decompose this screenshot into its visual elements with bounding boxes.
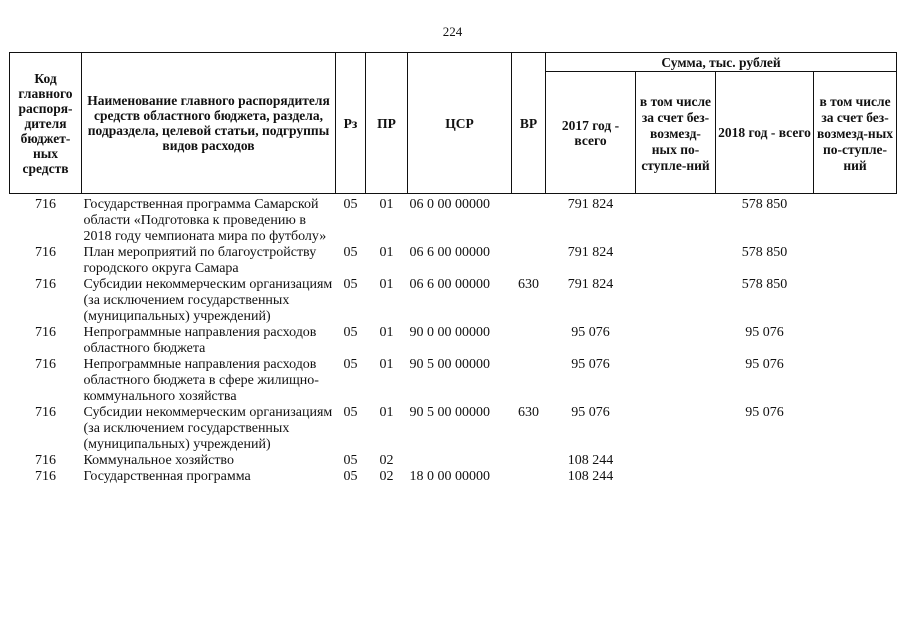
- cell-vr: [512, 194, 546, 246]
- cell-name: Непрограммные направления расходов областного бюджета: [83, 325, 317, 356]
- cell-csr: 06 6 00 00000: [409, 277, 490, 292]
- cell-code: 716: [35, 245, 56, 260]
- table-row: [10, 453, 897, 469]
- cell-2017-total: 108 244: [567, 469, 614, 484]
- cell-name: Субсидии некоммерческим организациям (за исключением государственных (муниципальных) учреждений): [83, 277, 333, 324]
- cell-2018-total: 95 076: [745, 405, 784, 420]
- cell-csr: 06 6 00 00000: [409, 245, 490, 260]
- cell-pr: 01: [379, 277, 394, 292]
- cell-code: 716: [35, 453, 56, 468]
- header-sum: Сумма, тыс. рублей: [546, 53, 897, 72]
- cell-vr: 630: [518, 405, 539, 420]
- cell-vr: [512, 469, 546, 485]
- cell-name: Непрограммные направления расходов областного бюджета в сфере жилищно-коммунального хозяйства: [83, 357, 319, 404]
- cell-pr: 01: [379, 197, 394, 212]
- cell-name: План мероприятий по благоустройству городского округа Самара: [83, 245, 317, 276]
- cell-code: 716: [35, 357, 56, 372]
- cell-2017-grants: [636, 357, 716, 405]
- cell-rz: 05: [343, 469, 358, 484]
- cell-vr: [512, 325, 546, 357]
- cell-csr: [408, 453, 512, 469]
- cell-2018-grants: [814, 245, 897, 277]
- cell-code: 716: [35, 277, 56, 292]
- cell-csr: 90 0 00 00000: [409, 325, 490, 340]
- page-number: 224: [442, 24, 463, 39]
- cell-2017-total: 791 824: [567, 245, 614, 260]
- cell-pr: 01: [379, 325, 394, 340]
- cell-2018-grants: [814, 277, 897, 325]
- cell-2018-grants: [814, 469, 897, 485]
- cell-code: 716: [35, 469, 56, 484]
- cell-rz: 05: [343, 325, 358, 340]
- cell-name: Коммунальное хозяйство: [83, 453, 234, 468]
- cell-2018-grants: [814, 194, 897, 246]
- budget-table: [9, 52, 897, 485]
- cell-rz: 05: [343, 405, 358, 420]
- cell-2017-grants: [636, 469, 716, 485]
- cell-2017-total: 95 076: [571, 325, 610, 340]
- header-pr: ПР: [366, 53, 408, 194]
- header-2018-total: 2018 год - всего: [716, 72, 814, 194]
- cell-2017-grants: [636, 245, 716, 277]
- table-row: [10, 405, 897, 453]
- cell-csr: 18 0 00 00000: [409, 469, 490, 484]
- cell-2017-total: 791 824: [567, 197, 614, 212]
- cell-pr: 01: [379, 245, 394, 260]
- cell-2018-total: 578 850: [741, 197, 788, 212]
- cell-2018-total: 578 850: [741, 277, 788, 292]
- cell-pr: 01: [379, 405, 394, 420]
- cell-2018-grants: [814, 405, 897, 453]
- cell-2017-grants: [636, 405, 716, 453]
- cell-2018-total: 95 076: [745, 357, 784, 372]
- cell-pr: 02: [379, 469, 394, 484]
- header-2017-total: 2017 год - всего: [546, 72, 636, 194]
- header-2017-grants: в том числе за счет без-возмезд-ных по-ступле-ний: [636, 72, 716, 194]
- table-row: [10, 277, 897, 325]
- header-code: Код главного распоря-дителя бюджет-ных средств: [10, 53, 82, 194]
- cell-2017-total: 108 244: [567, 453, 614, 468]
- table-row: [10, 194, 897, 246]
- cell-name: Государственная программа Самарской области «Подготовка к проведению в 2018 году чемпионата мира по футболу»: [83, 197, 327, 244]
- cell-code: 716: [35, 325, 56, 340]
- cell-2017-grants: [636, 325, 716, 357]
- header-rz: Рз: [336, 53, 366, 194]
- cell-2018-grants: [814, 357, 897, 405]
- table-row: [10, 469, 897, 485]
- cell-2017-total: 95 076: [571, 357, 610, 372]
- cell-code: 716: [35, 197, 56, 212]
- header-vr: ВР: [512, 53, 546, 194]
- header-row-top: [10, 53, 897, 72]
- cell-name: Государственная программа: [83, 469, 251, 484]
- cell-2017-grants: [636, 453, 716, 469]
- cell-2017-total: 791 824: [567, 277, 614, 292]
- cell-rz: 05: [343, 277, 358, 292]
- table-row: [10, 325, 897, 357]
- cell-csr: 90 5 00 00000: [409, 405, 490, 420]
- cell-2018-grants: [814, 325, 897, 357]
- cell-pr: 02: [379, 453, 394, 468]
- cell-pr: 01: [379, 357, 394, 372]
- table-body: [10, 194, 897, 486]
- cell-vr: [512, 357, 546, 405]
- table-row: [10, 357, 897, 405]
- cell-name: Субсидии некоммерческим организациям (за исключением государственных (муниципальных) учреждений): [83, 405, 333, 452]
- header-name: Наименование главного распорядителя средств областного бюджета, раздела, подраздела, целевой статьи, подгруппы видов расходов: [82, 53, 336, 194]
- cell-rz: 05: [343, 453, 358, 468]
- table-row: [10, 245, 897, 277]
- cell-rz: 05: [343, 197, 358, 212]
- cell-2018-total: 95 076: [745, 325, 784, 340]
- cell-vr: [512, 453, 546, 469]
- header-csr: ЦСР: [408, 53, 512, 194]
- cell-csr: 90 5 00 00000: [409, 357, 490, 372]
- cell-vr: [512, 245, 546, 277]
- cell-code: 716: [35, 405, 56, 420]
- cell-vr: 630: [518, 277, 539, 292]
- cell-rz: 05: [343, 357, 358, 372]
- cell-2017-total: 95 076: [571, 405, 610, 420]
- header-2018-grants: в том числе за счет без-возмезд-ных по-ступле-ний: [814, 72, 897, 194]
- cell-2018-total: [716, 469, 814, 485]
- cell-2018-grants: [814, 453, 897, 469]
- cell-rz: 05: [343, 245, 358, 260]
- cell-2017-grants: [636, 277, 716, 325]
- cell-2018-total: [716, 453, 814, 469]
- cell-2018-total: 578 850: [741, 245, 788, 260]
- cell-2017-grants: [636, 194, 716, 246]
- cell-csr: 06 0 00 00000: [409, 197, 490, 212]
